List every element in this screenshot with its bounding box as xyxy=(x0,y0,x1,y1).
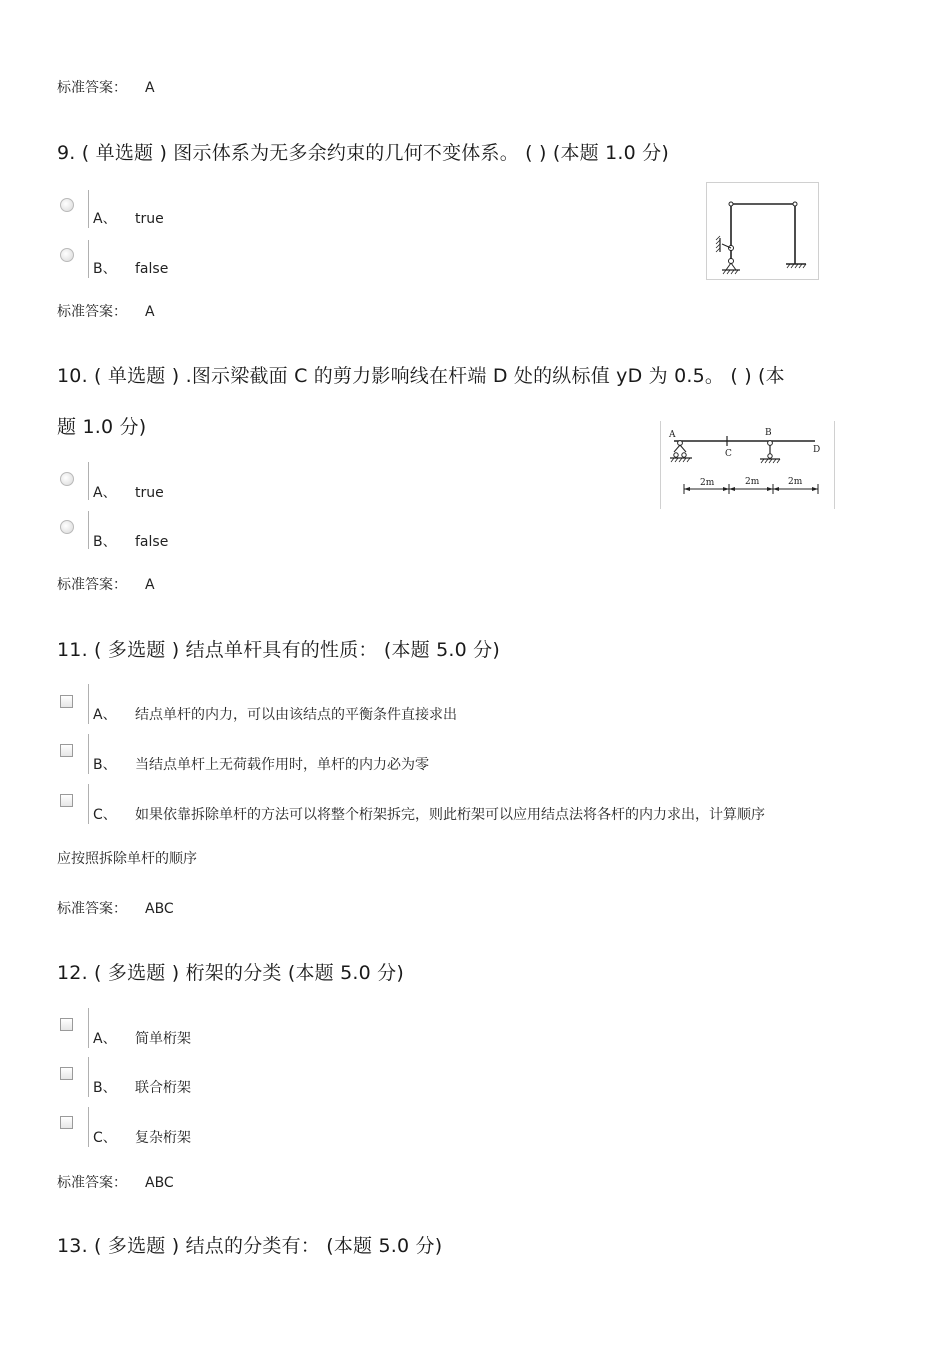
dimension-label: 2m xyxy=(700,478,715,488)
q12-option-b[interactable] xyxy=(93,1077,191,1097)
option-divider xyxy=(88,684,89,724)
q10-option-a-radio[interactable] xyxy=(60,472,74,486)
beam-label-a: A xyxy=(669,430,676,440)
q12-option-a[interactable] xyxy=(93,1028,191,1048)
dimension-label: 2m xyxy=(788,477,803,487)
q10-option-a[interactable] xyxy=(93,482,164,502)
option-letter: B、 xyxy=(93,534,117,550)
question-11-title: 11. ( 多选题 ) 结点单杆具有的性质： (本题 5.0 分) xyxy=(57,639,500,661)
option-text: false xyxy=(135,534,169,550)
q9-frame-figure xyxy=(706,182,820,280)
answer-label: 标准答案： xyxy=(57,901,127,917)
question-10-title-line1: 10. ( 单选题 ) .图示梁截面 C 的剪力影响线在杆端 D 处的纵标值 yD 为 0.5。 ( ) (本 xyxy=(57,365,785,387)
q12-option-c-checkbox[interactable] xyxy=(60,1116,73,1129)
option-letter: A、 xyxy=(93,485,117,501)
option-divider xyxy=(88,462,89,500)
q12-option-c[interactable] xyxy=(93,1127,191,1147)
option-text: 结点单杆的内力，可以由该结点的平衡条件直接求出 xyxy=(135,707,457,723)
option-divider xyxy=(88,190,89,228)
option-text: 联合桁架 xyxy=(135,1080,191,1096)
answer-q12 xyxy=(57,1172,174,1192)
option-divider xyxy=(88,1107,89,1147)
answer-label: 标准答案： xyxy=(57,304,127,320)
option-divider xyxy=(88,511,89,549)
option-letter: B、 xyxy=(93,1080,117,1096)
answer-q11 xyxy=(57,898,174,918)
answer-label: 标准答案： xyxy=(57,80,127,96)
answer-q9 xyxy=(57,301,155,321)
dimension-label: 2m xyxy=(745,477,760,487)
option-letter: A、 xyxy=(93,1031,117,1047)
option-letter: C、 xyxy=(93,807,117,823)
q10-option-b-radio[interactable] xyxy=(60,520,74,534)
answer-q8 xyxy=(57,77,155,97)
q11-option-a-checkbox[interactable] xyxy=(60,695,73,708)
option-text: 如果依靠拆除单杆的方法可以将整个桁架拆完，则此桁架可以应用结点法将各杆的内力求出，计算顺序 xyxy=(135,807,765,823)
answer-value: A xyxy=(145,577,155,593)
answer-q10 xyxy=(57,574,155,594)
q11-option-c-checkbox[interactable] xyxy=(60,794,73,807)
q9-option-a[interactable] xyxy=(93,208,164,228)
option-letter: B、 xyxy=(93,757,117,773)
option-letter: B、 xyxy=(93,261,117,277)
option-letter: A、 xyxy=(93,707,117,723)
option-divider xyxy=(88,240,89,278)
q11-option-a[interactable] xyxy=(93,704,457,724)
question-12-title: 12. ( 多选题 ) 桁架的分类 (本题 5.0 分) xyxy=(57,962,404,984)
option-divider xyxy=(88,784,89,824)
option-text: false xyxy=(135,261,169,277)
option-divider xyxy=(88,734,89,774)
q9-option-b-radio[interactable] xyxy=(60,248,74,262)
beam-label-d: D xyxy=(813,445,821,455)
q11-option-c-continuation: 应按照拆除单杆的顺序 xyxy=(57,851,197,867)
option-divider xyxy=(88,1057,89,1097)
q11-option-c[interactable] xyxy=(93,804,765,824)
q10-beam-figure xyxy=(660,421,836,509)
answer-value: ABC xyxy=(145,1175,174,1191)
answer-value: A xyxy=(145,304,155,320)
option-divider xyxy=(88,1008,89,1048)
beam-label-b: B xyxy=(765,428,772,438)
answer-label: 标准答案： xyxy=(57,1175,127,1191)
answer-value: A xyxy=(145,80,155,96)
q10-option-b[interactable] xyxy=(93,531,168,551)
question-9-title: 9. ( 单选题 ) 图示体系为无多余约束的几何不变体系。 ( ) (本题 1.0 分) xyxy=(57,142,669,164)
q9-option-b[interactable] xyxy=(93,258,168,278)
q11-option-b-checkbox[interactable] xyxy=(60,744,73,757)
option-text: 简单桁架 xyxy=(135,1031,191,1047)
q9-option-a-radio[interactable] xyxy=(60,198,74,212)
option-text: 复杂桁架 xyxy=(135,1130,191,1146)
question-13-title: 13. ( 多选题 ) 结点的分类有： (本题 5.0 分) xyxy=(57,1235,443,1257)
option-letter: A、 xyxy=(93,211,117,227)
option-text: 当结点单杆上无荷载作用时，单杆的内力必为零 xyxy=(135,757,429,773)
question-10-title-line2: 题 1.0 分) xyxy=(57,416,147,438)
answer-label: 标准答案： xyxy=(57,577,127,593)
q12-option-a-checkbox[interactable] xyxy=(60,1018,73,1031)
option-letter: C、 xyxy=(93,1130,117,1146)
option-text: true xyxy=(135,211,164,227)
beam-label-c: C xyxy=(725,449,732,459)
q11-option-b[interactable] xyxy=(93,754,429,774)
q12-option-b-checkbox[interactable] xyxy=(60,1067,73,1080)
answer-value: ABC xyxy=(145,901,174,917)
option-text: true xyxy=(135,485,164,501)
